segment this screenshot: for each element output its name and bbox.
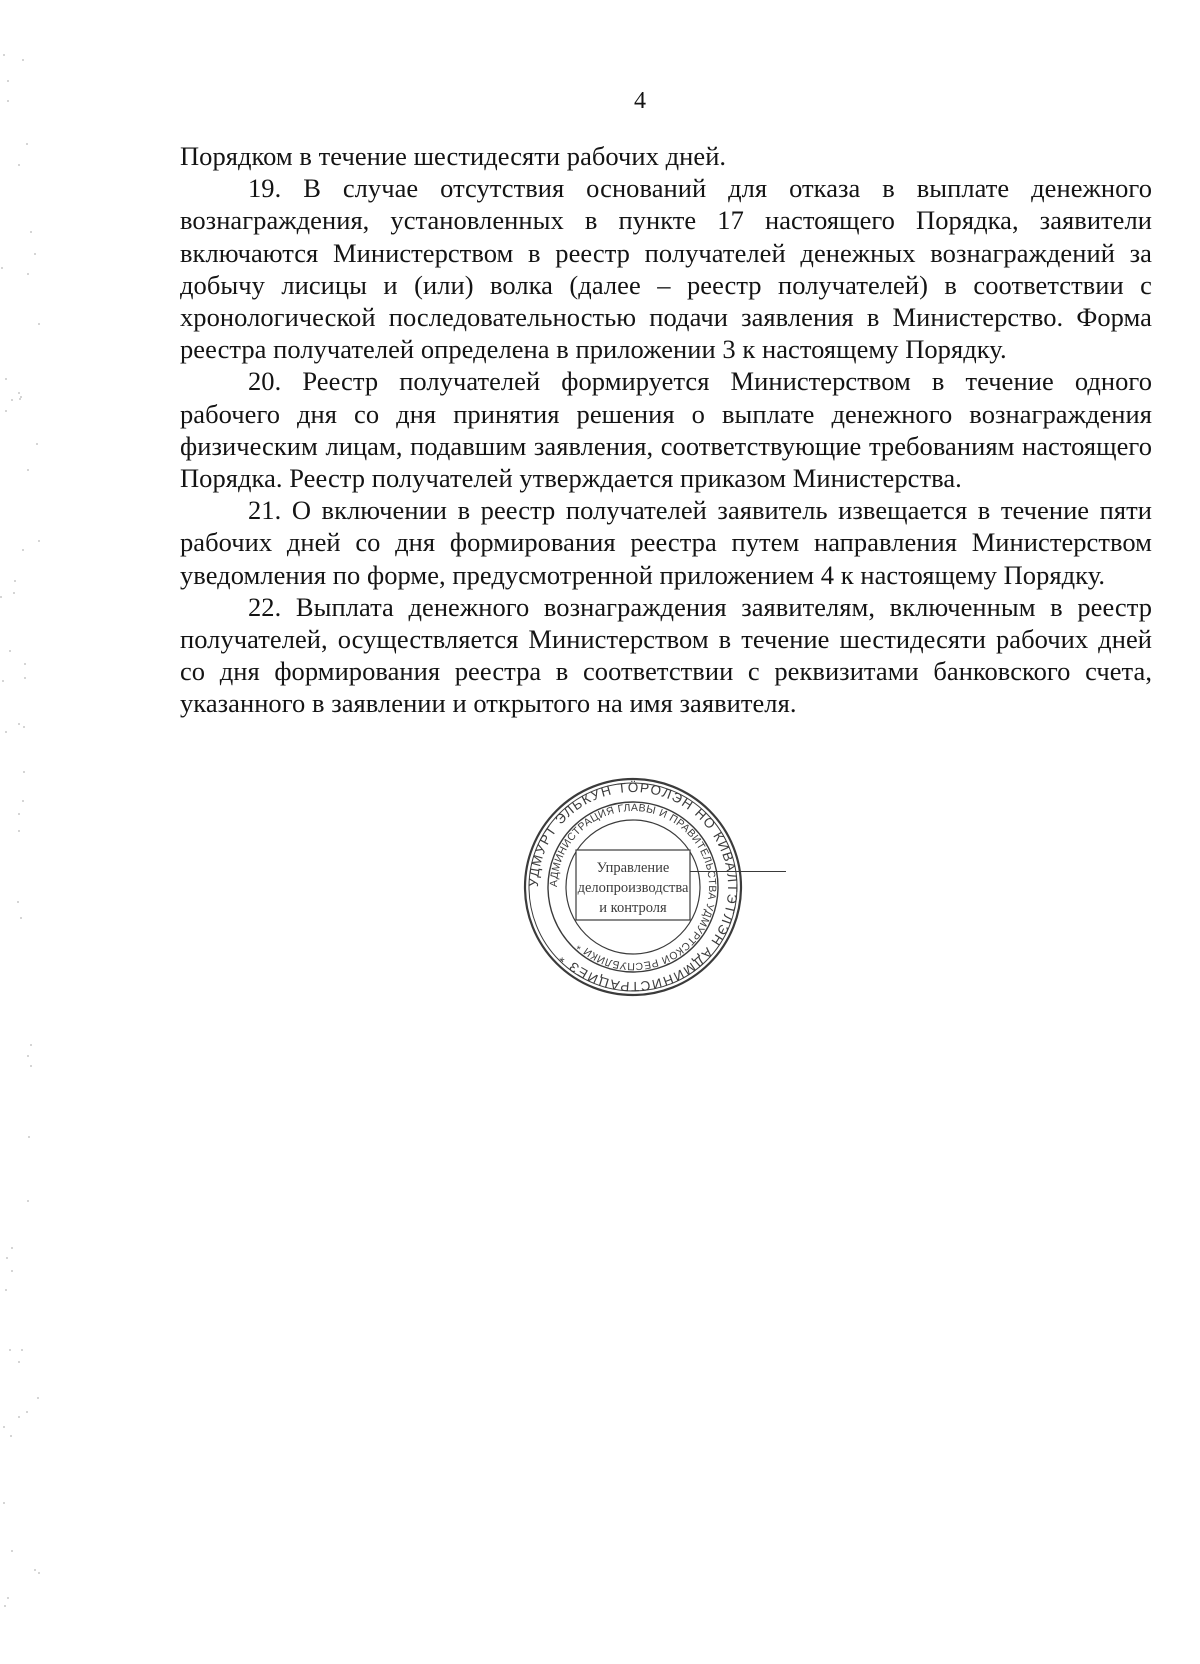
page-number: 4 <box>634 88 646 114</box>
scan-speckle <box>17 901 19 903</box>
scan-speckle <box>10 1435 12 1437</box>
scan-speckle <box>27 1055 29 1057</box>
scan-speckle <box>9 650 11 652</box>
scan-speckle <box>23 771 25 773</box>
scan-speckle <box>27 273 29 275</box>
scan-speckle <box>18 723 20 725</box>
paragraph-continuation: Порядком в течение шестидесяти рабочих дней. <box>180 141 727 171</box>
scan-speckle <box>27 469 29 471</box>
document-body <box>180 140 1152 720</box>
scan-speckle <box>23 726 25 728</box>
paragraph-22: 22. Выплата денежного вознаграждения заявителям, включенным в реестр получателей, осуществляется Министерством в течение шестидесяти рабочих дней со дня формирования реестра в соответствии с реквизитами банковского счета, указанного в заявлении и открытого на имя заявителя. <box>180 591 1152 719</box>
scan-speckle <box>18 813 20 815</box>
seal-center-line-2: делопроизводства <box>577 880 689 896</box>
scan-speckle <box>21 1349 23 1351</box>
scan-speckle <box>7 80 9 82</box>
seal-graphic <box>522 776 744 998</box>
scan-speckle <box>5 378 7 380</box>
scan-speckle <box>34 253 36 255</box>
scan-speckle <box>22 59 24 61</box>
scan-speckle <box>7 1597 9 1599</box>
scan-speckle <box>34 1569 36 1571</box>
scan-speckle <box>18 1416 20 1418</box>
scan-speckle <box>3 1502 5 1504</box>
scan-speckle <box>18 830 20 832</box>
seal-center-line-3: и контроля <box>599 900 667 916</box>
scan-speckle <box>5 410 7 412</box>
scan-speckle <box>14 580 16 582</box>
paragraph-19: 19. В случае отсутствия оснований для отказа в выплате денежного вознаграждения, установленных в пункте 17 настоящего Порядка, заявители включаются Министерством в реестр получателей денежных вознаграждений за добычу лисицы и (или) волка (далее – реестр получателей) в соответствии с хронологической последовательностью подачи заявления в Министерство. Форма реестра получателей определена в приложении 3 к настоящему Порядку. <box>180 173 1152 365</box>
scan-speckle <box>5 731 7 733</box>
scan-speckle <box>24 677 26 679</box>
scan-speckle <box>30 1065 32 1067</box>
scan-speckle <box>4 1605 6 1607</box>
scan-speckle <box>18 1361 20 1363</box>
seal-inner-text: АДМИНИСТРАЦИЯ ГЛАВЫ И ПРАВИТЕЛЬСТВА УДМУРТСКОЙ РЕСПУБЛИКИ * <box>547 801 719 973</box>
scan-speckle <box>13 592 15 594</box>
scan-speckle <box>18 164 20 166</box>
scan-speckle <box>24 663 26 665</box>
scan-speckle <box>11 399 13 401</box>
scan-speckle <box>38 323 40 325</box>
scan-speckle <box>22 549 24 551</box>
scan-speckle <box>18 392 20 394</box>
scan-speckle <box>30 1044 32 1046</box>
scan-speckle <box>11 1550 13 1552</box>
scan-speckle <box>6 1257 8 1259</box>
scan-speckle <box>22 800 24 802</box>
paragraph-20: 20. Реестр получателей формируется Министерством в течение одного рабочего дня со дня принятия решения о выплате денежного вознаграждения физическим лицам, подавшим заявления, соответствующие требованиям настоящего Порядка. Реестр получателей утверждается приказом Министерства. <box>180 366 1152 494</box>
scan-speckle <box>1 267 3 269</box>
scan-speckle <box>20 917 22 919</box>
scan-speckle <box>26 1411 28 1413</box>
seal-outer-text: УДМУРТ ЭЛЬКУН ТӦРОЛЭН НО КИВАЛТЭТЛЭН АДМИНИСТРАЦИЕЗ * <box>525 779 741 995</box>
paragraph-21: 21. О включении в реестр получателей заявитель извещается в течение пяти рабочих дней со дня формирования реестра путем направления Министерством уведомления по форме, предусмотренной приложением 4 к настоящему Порядку. <box>180 495 1152 590</box>
seal-center-line-1: Управление <box>596 860 670 876</box>
scan-speckle <box>26 143 28 145</box>
scan-speckle <box>9 1349 11 1351</box>
scan-speckle <box>3 1426 5 1428</box>
scan-speckle <box>30 231 32 233</box>
scan-speckle <box>27 1200 29 1202</box>
scan-speckle <box>11 1247 13 1249</box>
scan-speckle <box>37 1397 39 1399</box>
scan-speckle <box>36 443 38 445</box>
scan-speckle <box>11 1270 13 1272</box>
scan-speckle <box>28 1136 30 1138</box>
official-seal-stamp <box>522 776 744 998</box>
scan-speckle <box>38 540 40 542</box>
scan-speckle <box>0 596 2 598</box>
scan-speckle <box>2 680 4 682</box>
scan-speckle <box>7 100 9 102</box>
scan-speckle <box>38 1572 40 1574</box>
scan-speckle <box>19 398 21 400</box>
scan-speckle <box>5 1289 7 1291</box>
scan-speckle <box>3 54 5 56</box>
